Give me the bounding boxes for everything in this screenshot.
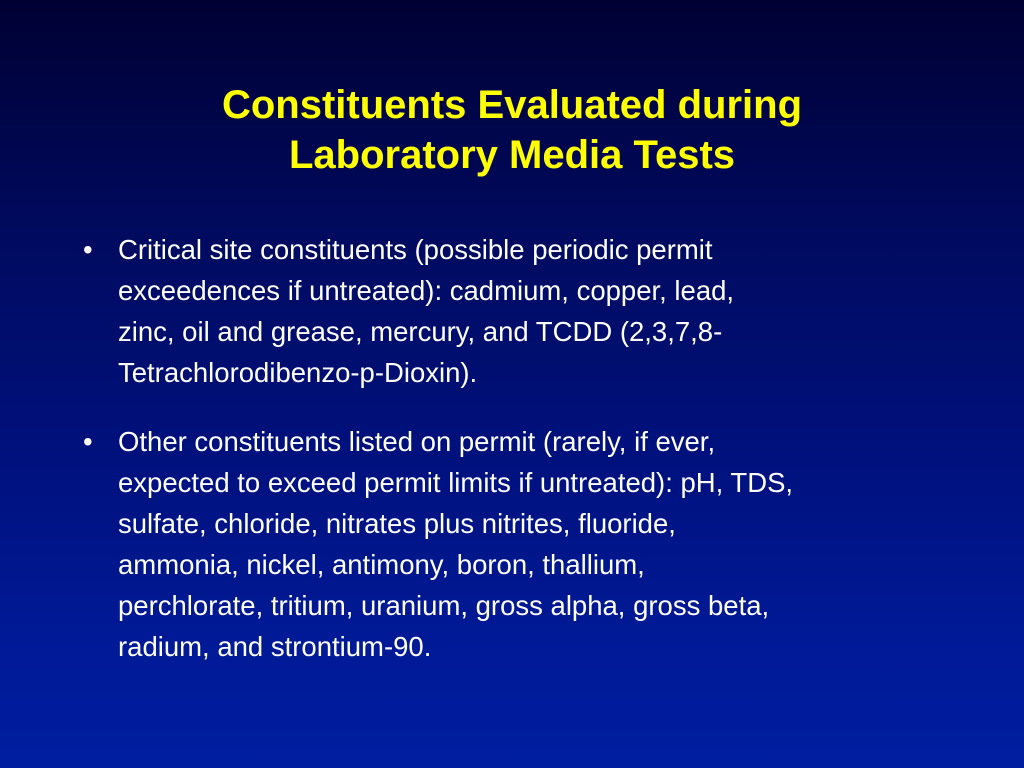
bullet-marker: • — [83, 426, 93, 457]
bullet-marker: • — [83, 234, 93, 265]
bullet-text-line: Tetrachlorodibenzo-p-Dioxin). — [118, 357, 478, 388]
bullet-text-line: exceedences if untreated): cadmium, copper, lead, — [118, 275, 735, 306]
bullet-text-line: sulfate, chloride, nitrates plus nitrites, fluoride, — [118, 508, 676, 539]
bullet-text-line: radium, and strontium-90. — [118, 631, 432, 662]
bullet-list — [78, 229, 968, 667]
bullet-item-critical-constituents — [78, 229, 968, 393]
bullet-text-line: perchlorate, tritium, uranium, gross alpha, gross beta, — [118, 590, 770, 621]
slide-title-line: Laboratory Media Tests — [288, 133, 736, 177]
bullet-text-line: Critical site constituents (possible periodic permit — [118, 234, 713, 265]
slide-title-line: Constituents Evaluated during — [221, 83, 803, 127]
bullet-text-line: zinc, oil and grease, mercury, and TCDD (2,3,7,8- — [118, 316, 723, 347]
bullet-text-line: expected to exceed permit limits if untreated): pH, TDS, — [118, 467, 794, 498]
slide-title — [0, 80, 1024, 180]
bullet-text-line: ammonia, nickel, antimony, boron, thallium, — [118, 549, 645, 580]
bullet-text-line: Other constituents listed on permit (rarely, if ever, — [118, 426, 716, 457]
bullet-item-other-constituents — [78, 421, 968, 667]
